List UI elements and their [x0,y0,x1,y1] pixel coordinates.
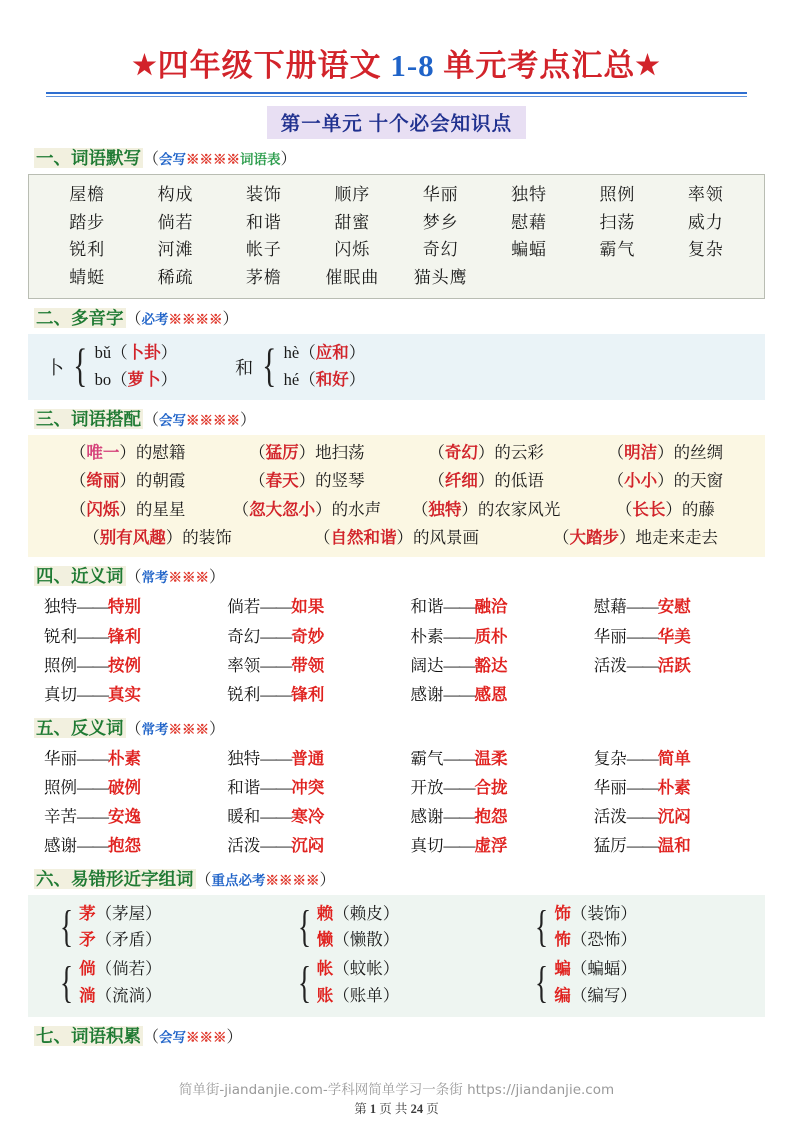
antonym-pair: 复杂——简单 [593,748,691,768]
antonym-right: 沉闷 [291,835,325,855]
antonym-left: 活泼 [593,806,627,826]
synonym-left: 奇幻 [227,626,261,646]
brace-icon: { [73,340,88,393]
antonym-pair: 暖和——寒冷 [227,806,325,826]
antonym-left: 开放 [410,777,444,797]
synonym-left: 率领 [227,655,261,675]
polyphonic-group [235,340,365,393]
collocation-noun: 的天窗 [673,471,724,491]
section-6-index: 六、 [36,868,71,889]
section-2-name: 多音字 [71,308,124,329]
synonym-right: 带领 [291,655,325,675]
polyphonic-box [28,334,765,400]
word-cell: 闪烁 [334,240,371,260]
synonym-pair: 活泼——活跃 [593,655,691,675]
antonym-left: 复杂 [593,748,627,768]
subtitle-row [24,106,769,139]
word-cell: 复杂 [687,240,724,260]
synonym-left: 阔达 [410,655,444,675]
antonym-right: 抱怨 [108,835,141,855]
synonym-pair: 朴素——质朴 [410,626,508,646]
antonym-left: 霸气 [410,748,444,768]
confusable-group: { 蝙（蝙蝠） 编（编写） [535,957,637,1007]
brace-icon: { [262,340,277,393]
collocation-modifier: 独特 [428,499,462,519]
section-4-index: 四、 [36,566,71,587]
confusable-group: { 倘（倘若） 淌（流淌） [60,957,162,1007]
collocation-box [28,435,765,558]
section-5-stars: ※※※ [168,721,210,737]
collocation-row [38,467,755,495]
collocation-noun: 的慰籍 [135,442,186,462]
section-2-tag: 必考 [141,312,169,328]
synonym-pair: 倘若——如果 [227,597,325,617]
section-7-index: 七、 [36,1025,71,1046]
example-word: 卜卦 [127,343,161,363]
word-cell: 蝙蝠 [511,240,548,260]
collocation-item: （绮丽）的朝霞 [69,471,186,491]
antonym-right: 合拢 [474,777,508,797]
collocation-item: （纤细）的低语 [428,471,544,491]
confusable-char: 淌 [79,985,96,1005]
synonym-left: 照例 [44,655,77,675]
section-heading-1: 一、词语默写 （会写※※※※词语表） [36,148,297,169]
word-cell: 威力 [687,212,724,232]
confusable-char: 赖 [316,903,334,923]
section-7-stars: ※※※ [186,1029,227,1045]
brace-icon: { [535,902,549,952]
synonym-left: 感谢 [410,684,444,704]
section-heading-7: 七、词语积累 （会写※※※） [36,1025,243,1046]
section-5-tag: 常考 [141,721,169,737]
antonym-right: 破例 [108,777,141,797]
collocation-modifier: 奇幻 [444,442,478,462]
confusable-char: 矛 [79,930,96,950]
antonym-right: 朴素 [657,777,691,797]
antonym-left: 辛苦 [44,806,77,826]
antonym-row [30,802,763,831]
synonym-pair: 华丽——华美 [593,626,691,646]
brace-icon: { [60,957,74,1007]
confusable-group: { 茅（茅屋） 矛（矛盾） [60,902,162,952]
word-cell: 倘若 [157,212,194,232]
synonym-left: 华丽 [593,626,627,646]
synonym-pair: 真切——真实 [44,684,141,704]
collocation-item: （独特）的农家风光 [411,499,561,519]
synonym-left: 锐利 [44,626,77,646]
collocation-item: （别有风趣）的装饰 [83,528,232,548]
antonym-right: 朴素 [108,748,141,768]
collocation-noun: 的装饰 [182,528,232,548]
section-3-index: 三、 [36,408,71,429]
antonym-pair: 猛厉——温和 [593,835,691,855]
section-5-name: 反义词 [71,717,124,738]
synonym-left: 慰藉 [593,597,627,617]
section-1-tail: 词语表 [240,152,281,168]
confusable-grid [40,900,753,1011]
word-cell: 屋檐 [69,185,106,205]
antonym-pair: 华丽——朴素 [593,777,691,797]
polyphonic-readings: hè（应和） hé（和好） [283,343,366,389]
word-cell [662,264,750,292]
confusable-char: 怖 [554,930,571,950]
word-cell [485,264,573,292]
synonym-right: 华美 [657,626,691,646]
synonym-list [30,592,763,708]
synonym-row [30,680,763,709]
section-6-name: 易错形近字组词 [71,868,194,889]
word-cell: 装饰 [245,185,282,205]
confusable-box [28,895,765,1017]
section-1-name: 词语默写 [71,148,141,169]
collocation-item: （自然和谐）的风景画 [314,528,479,548]
word-cell: 河滩 [157,240,194,260]
synonym-right: 如果 [291,597,325,617]
synonym-pair: 慰藉——安慰 [593,597,691,617]
antonym-left: 活泼 [227,835,261,855]
collocation-noun: 的丝绸 [673,442,724,462]
section-heading-6: 六、易错形近字组词 （重点必考※※※※） [36,868,336,889]
collocation-modifier: 纤细 [444,471,478,491]
antonym-list [30,744,763,860]
page-title [24,0,769,85]
word-cell: 独特 [511,185,548,205]
synonym-pair: 感谢——感恩 [410,684,508,704]
collocation-item: （猛厉）地扫荡 [249,442,365,462]
confusable-word: 蝙蝠 [587,959,621,979]
confusable-char: 茅 [79,903,96,923]
antonym-pair: 华丽——朴素 [44,748,141,768]
word-dictation-table [28,174,765,299]
word-cell: 催眠曲 [325,267,380,287]
antonym-left: 暖和 [227,806,261,826]
pinyin: bǔ [94,343,112,363]
unit-subtitle: 第一单元 十个必会知识点 [267,106,526,139]
collocation-modifier: 忽大忽小 [249,499,316,519]
word-cell: 华丽 [422,185,459,205]
brace-icon: { [297,902,311,952]
synonym-left: 活泼 [593,655,627,675]
polyphonic-group [46,340,177,393]
antonym-pair: 开放——合拢 [410,777,508,797]
section-1-stars: ※※※※ [186,152,241,168]
collocation-noun: 的云彩 [494,442,544,462]
confusable-word: 账单 [349,985,383,1005]
collocation-item: （春天）的竖琴 [249,471,365,491]
synonym-right: 按例 [108,655,141,675]
table-row [43,264,750,292]
word-cell: 帐子 [245,240,282,260]
word-cell: 照例 [599,185,636,205]
word-cell: 猫头鹰 [413,267,468,287]
word-cell: 率领 [687,185,724,205]
word-cell [573,264,661,292]
title-unit-range: 1-8 [390,48,435,83]
collocation-modifier: 春天 [265,471,299,491]
title-divider [46,92,747,98]
pinyin: hé [283,369,300,389]
confusable-word: 倘若 [112,959,146,979]
collocation-noun: 的藤 [681,499,715,519]
synonym-right: 融洽 [474,597,508,617]
synonym-right: 锋利 [108,626,141,646]
section-4-stars: ※※※ [168,570,210,586]
collocation-item: （忽大忽小）的水声 [232,499,382,519]
confusable-word: 编写 [587,985,621,1005]
example-word: 萝卜 [127,369,161,389]
section-3-name: 词语搭配 [71,408,141,429]
collocation-row [38,496,755,524]
confusable-group: { 帐（蚊帐） 账（账单） [297,957,400,1007]
synonym-right: 真实 [108,684,141,704]
section-heading-2: 二、多音字 （必考※※※※） [36,308,239,329]
confusable-word: 装饰 [587,903,621,923]
collocation-modifier: 绮丽 [86,471,120,491]
confusable-char: 懒 [316,930,334,950]
word-cell: 慰藉 [511,212,548,232]
synonym-left: 锐利 [227,684,261,704]
word-cell: 和谐 [245,212,282,232]
confusable-group: { 赖（赖皮） 懒（懒散） [297,902,400,952]
antonym-right: 抱怨 [474,806,508,826]
antonym-left: 真切 [410,835,444,855]
antonym-right: 寒冷 [291,806,325,826]
section-6-stars: ※※※※ [265,872,320,888]
synonym-pair: 照例——按例 [44,655,141,675]
section-1-tag: 会写 [159,152,187,168]
collocation-noun: 地走来走去 [635,528,718,548]
title-part-one: 四年级下册语文 [157,48,391,83]
antonym-pair: 照例——破例 [44,777,141,797]
collocation-modifier: 猛厉 [265,442,299,462]
collocation-row [38,439,755,467]
section-2-index: 二、 [36,308,71,329]
word-cell: 蜻蜓 [69,267,106,287]
antonym-right: 简单 [657,748,691,768]
section-6-tag: 重点必考 [211,872,266,888]
synonym-pair: 锐利——锋利 [227,684,325,704]
antonym-left: 猛厉 [593,835,627,855]
confusable-char: 编 [554,985,571,1005]
synonym-row [30,651,763,680]
confusable-group: { 饰（装饰） 怖（恐怖） [535,902,637,952]
synonym-right: 豁达 [474,655,508,675]
synonym-left: 和谐 [410,597,444,617]
confusable-word: 蚊帐 [349,959,383,979]
section-4-name: 近义词 [71,566,124,587]
synonym-pair-empty [580,680,763,709]
page-number: 1 [369,1102,377,1116]
section-heading-3: 三、词语搭配 （会写※※※※） [36,408,257,429]
collocation-modifier: 小小 [624,471,658,491]
confusable-word: 流淌 [112,985,146,1005]
section-7-name: 词语积累 [71,1025,141,1046]
section-7-tag: 会写 [159,1029,187,1045]
synonym-pair: 奇幻——奇妙 [227,626,325,646]
polyphonic-readings: bǔ（卜卦） bo（萝卜） [94,343,178,389]
page-suffix: 页 [426,1102,439,1116]
section-3-stars: ※※※※ [186,412,241,428]
star-right-icon: ★ [635,50,661,80]
example-word: 和好 [315,369,349,389]
synonym-right: 锋利 [291,684,325,704]
confusable-word: 矛盾 [112,930,146,950]
confusable-char: 蝙 [554,959,571,979]
word-cell: 茅檐 [245,267,282,287]
table-row [43,236,750,264]
page-indicator [0,1099,793,1117]
collocation-row [38,524,755,552]
word-cell: 稀疏 [157,267,194,287]
antonym-left: 和谐 [227,777,261,797]
synonym-left: 倘若 [227,597,261,617]
antonym-left: 照例 [44,777,77,797]
word-cell: 奇幻 [422,240,459,260]
synonym-right: 奇妙 [291,626,325,646]
antonym-left: 感谢 [410,806,444,826]
synonym-pair: 锐利——锋利 [44,626,141,646]
collocation-noun: 的星星 [135,499,186,519]
antonym-pair: 活泼——沉闷 [593,806,691,826]
confusable-word: 茅屋 [112,903,146,923]
collocation-item: （明洁）的丝绸 [607,442,724,462]
antonym-right: 沉闷 [657,806,691,826]
polyphonic-char: 卜 [46,357,64,378]
synonym-right: 特别 [108,597,141,617]
synonym-left: 独特 [44,597,77,617]
collocation-noun: 地扫荡 [315,442,365,462]
word-cell: 梦乡 [422,212,459,232]
collocation-noun: 的农家风光 [477,499,561,519]
pinyin: bo [94,369,112,389]
antonym-row [30,831,763,860]
antonym-right: 安逸 [108,806,141,826]
antonym-row [30,744,763,773]
section-3-tag: 会写 [159,412,187,428]
table-row [43,181,750,209]
star-left-icon: ★ [132,50,158,80]
page-prefix: 第 [354,1102,367,1116]
synonym-row [30,592,763,621]
collocation-modifier: 自然和谐 [330,528,397,548]
collocation-modifier: 闪烁 [86,499,120,519]
collocation-item: （小小）的天窗 [607,471,724,491]
polyphonic-char: 和 [235,357,254,378]
antonym-pair: 感谢——抱怨 [44,835,141,855]
confusable-char: 倘 [79,959,96,979]
word-cell: 锐利 [69,240,106,260]
antonym-right: 温和 [657,835,691,855]
brace-icon: { [535,957,549,1007]
synonym-left: 朴素 [410,626,444,646]
collocation-item: （大踏步）地走来走去 [553,528,718,548]
synonym-right: 活跃 [657,655,691,675]
collocation-modifier: 明洁 [624,442,658,462]
antonym-pair: 独特——普通 [227,748,325,768]
word-cell: 顺序 [334,185,371,205]
synonym-left: 真切 [44,684,77,704]
word-cell: 构成 [157,185,194,205]
synonym-pair: 率领——带领 [227,655,325,675]
confusable-word: 恐怖 [587,930,621,950]
antonym-right: 普通 [291,748,325,768]
antonym-left: 华丽 [593,777,627,797]
antonym-right: 冲突 [291,777,325,797]
synonym-pair: 独特——特别 [44,597,141,617]
pinyin: hè [283,343,300,363]
antonym-left: 独特 [227,748,261,768]
collocation-item: （奇幻）的云彩 [428,442,544,462]
collocation-modifier: 别有风趣 [99,528,166,548]
antonym-pair: 辛苦——安逸 [44,806,141,826]
table-row [43,209,750,237]
synonym-pair: 阔达——豁达 [410,655,508,675]
antonym-pair: 霸气——温柔 [410,748,508,768]
confusable-char: 饰 [554,903,571,923]
brace-icon: { [297,957,311,1007]
footer-watermark: 简单街-jiandanjie.com-学科网简单学习一条街 https://jiandanjie.com [178,1082,615,1098]
collocation-noun: 的水声 [331,499,382,519]
brace-icon: { [60,902,74,952]
antonym-pair: 活泼——沉闷 [227,835,325,855]
collocation-modifier: 大踏步 [569,528,619,548]
word-cell: 霸气 [599,240,636,260]
collocation-modifier: 长长 [632,499,666,519]
section-heading-5: 五、反义词 （常考※※※） [36,717,226,738]
synonym-right: 感恩 [474,684,508,704]
synonym-row [30,622,763,651]
confusable-word: 赖皮 [349,903,383,923]
antonym-left: 华丽 [44,748,77,768]
antonym-right: 虚浮 [474,835,508,855]
collocation-item: （闪烁）的星星 [69,499,186,519]
title-part-two: 单元考点汇总 [434,48,636,83]
word-cell: 踏步 [69,212,106,232]
confusable-word: 懒散 [349,930,383,950]
collocation-item: （唯一）的慰籍 [69,442,186,462]
section-heading-4: 四、近义词 （常考※※※） [36,566,226,587]
word-cell: 甜蜜 [334,212,371,232]
section-2-stars: ※※※※ [168,312,223,328]
antonym-pair: 和谐——冲突 [227,777,325,797]
collocation-noun: 的竖琴 [315,471,365,491]
page-middle: 页 共 [379,1102,408,1116]
antonym-pair: 真切——虚浮 [410,835,508,855]
antonym-pair: 感谢——抱怨 [410,806,508,826]
section-5-index: 五、 [36,717,71,738]
collocation-item: （长长）的藤 [615,499,715,519]
antonym-left: 感谢 [44,835,77,855]
synonym-pair: 和谐——融洽 [410,597,508,617]
synonym-right: 安慰 [657,597,691,617]
collocation-noun: 的朝霞 [135,471,186,491]
confusable-char: 账 [316,985,334,1005]
section-1-index: 一、 [36,148,71,169]
antonym-right: 温柔 [474,748,508,768]
collocation-noun: 的低语 [494,471,544,491]
confusable-char: 帐 [316,959,334,979]
page-total: 24 [410,1102,424,1116]
collocation-noun: 的风景画 [413,528,479,548]
antonym-row [30,773,763,802]
synonym-right: 质朴 [474,626,508,646]
section-4-tag: 常考 [141,570,169,586]
collocation-modifier: 唯一 [86,442,120,462]
example-word: 应和 [315,343,349,363]
word-cell: 扫荡 [599,212,636,232]
